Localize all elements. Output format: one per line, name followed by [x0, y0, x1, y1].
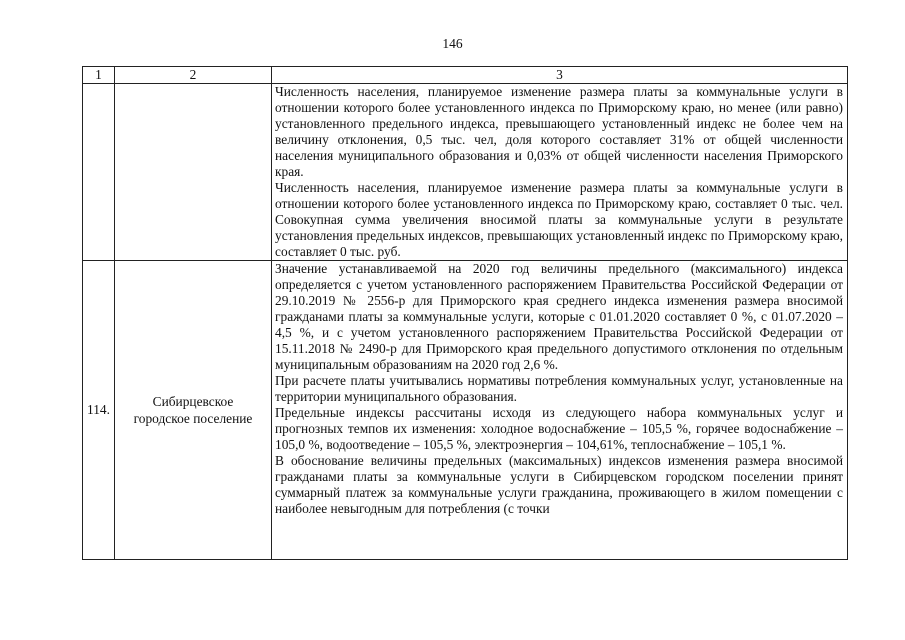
paragraph: В обоснование величины предельных (максимальных) индексов изменения размера вносимой гражданами платы за коммунальные услуги в Сибирцевском городском поселении принят суммарный платеж за коммунальные услуги гражданина, проживающего в жилом помещении с наиболее невыгодным для потребления (с точки: [275, 453, 843, 516]
paragraph: Численность населения, планируемое изменение размера платы за коммунальные услуги в отношении которого более установленного индекса по Приморскому краю, но менее (или равно) установленного предельного индекса, превышающего установленный индекс не более чем на величину отклонения, 0,5 тыс. чел, доля которого составляет 31% от общей численности населения муниципального образования и 0,03% от общей численности населения Приморского края.: [275, 84, 843, 179]
table-row-continued: [83, 84, 848, 261]
document-table: [82, 66, 848, 560]
municipality-name: [115, 261, 272, 560]
name-cell-empty: [115, 84, 272, 261]
paragraph: Численность населения, планируемое изменение размера платы за коммунальные услуги в отношении которого более установленного индекса по Приморскому краю, составляет 0 тыс. чел. Совокупная сумма увеличения вносимой платы за коммунальные услуги в результате установления предельных индексов, превышающих установленный индекс по Приморскому краю, составляет 0 тыс. руб.: [275, 180, 843, 259]
paragraph: При расчете платы учитывались нормативы потребления коммунальных услуг, установленные на территории муниципального образования.: [275, 373, 843, 404]
number-cell-empty: [83, 84, 115, 261]
table-row-114: [83, 261, 848, 560]
column-header-2: 2: [115, 67, 272, 84]
description-cell: [272, 261, 848, 560]
municipality-name-line2: городское поселение: [133, 411, 253, 426]
column-header-3: 3: [272, 67, 848, 84]
paragraph: Предельные индексы рассчитаны исходя из следующего набора коммунальных услуг и прогнозных темпов их изменения: холодное водоснабжение – 105,5 %, горячее водоснабжение – 105,0 %, водоотведение – 105,5 %, электроэнергия – 104,61%, теплоснабжение – 105,1 %.: [275, 405, 843, 452]
page-number: 146: [442, 36, 463, 51]
description-cell: [272, 84, 848, 261]
table-header-row: [83, 67, 848, 84]
municipality-name-line1: Сибирцевское: [152, 394, 234, 409]
paragraph: Значение устанавливаемой на 2020 год величины предельного (максимального) индекса определяется с учетом установленного распоряжением Правительства Российской Федерации от 29.10.2019 № 2556-р для Приморского края среднего индекса изменения размера вносимой гражданами платы за коммунальные услуги, которые с 01.01.2020 составляет 0 %, с 01.07.2020 – 4,5 %, и с учетом установленного распоряжением Правительства Российской Федерации от 15.11.2018 № 2490-р для Приморского края предельного допустимого отклонения по отдельным муниципальным образованиям на 2020 год 2,6 %.: [275, 261, 843, 372]
row-number: 114.: [83, 261, 115, 560]
column-header-1: 1: [83, 67, 115, 84]
